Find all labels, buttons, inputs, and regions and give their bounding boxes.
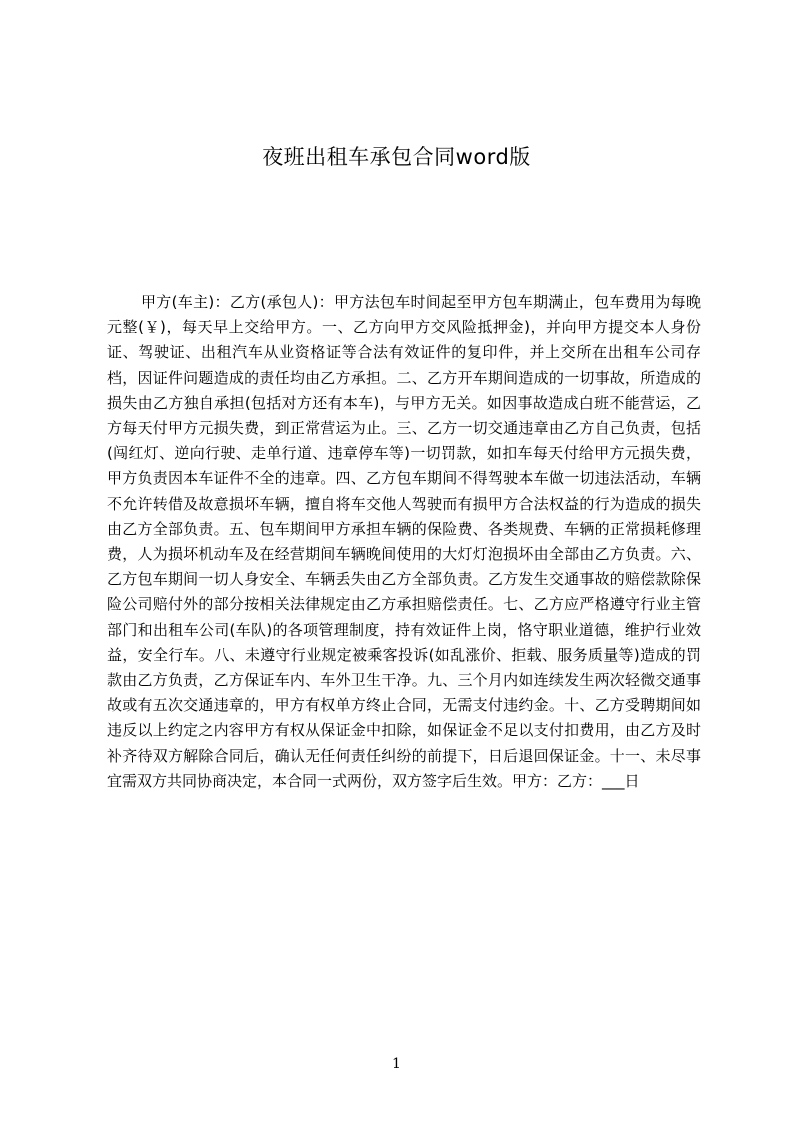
document-title: 夜班出租车承包合同word版 — [262, 145, 531, 169]
page-number: 1 — [392, 1056, 401, 1072]
contract-body-text: 甲方(车主)：乙方(承包人)：甲方法包车时间起至甲方包车期满止，包车费用为每晚元整(￥)，每天早上交给甲方。一、乙方向甲方交风险抵押金)，并向甲方提交本人身份证、驾驶证、出租汽车从业资格证等合法有效证件的复印件，并上交所在出租车公司存档，因证件问题造成的责任均由乙方承担。二、乙方开车期间造成的一切事故，所造成的损失由乙方独自承担(包括对方还有本车)，与甲方无关。如因事故造成白班不能营运，乙方每天付甲方元损失费，到正常营运为止。三、乙方一切交通违章由乙方自己负责，包括(闯红灯、逆向行驶、走单行道、违章停车等)一切罚款，如扣车每天付给甲方元损失费，甲方负责因本车证件不全的违章。四、乙方包车期间不得驾驶本车做一切违法活动，车辆不允许转借及故意损坏车辆，擅自将车交他人驾驶而有损甲方合法权益的行为造成的损失由乙方全部负责。五、包车期间甲方承担车辆的保险费、各类规费、车辆的正常损耗修理费，人为损坏机动车及在经营期间车辆晚间使用的大灯灯泡损坏由全部由乙方负责。六、乙方包车期间一切人身安全、车辆丢失由乙方全部负责。乙方发生交通事故的赔偿款除保险公司赔付外的部分按相关法律规定由乙方承担赔偿责任。七、乙方应严格遵守行业主管部门和出租车公司(车队)的各项管理制度，持有效证件上岗，恪守职业道德，维护行业效益，安全行车。八、未遵守行业规定被乘客投诉(如乱涨价、拒载、服务质量等)造成的罚款由乙方负责，乙方保证车内、车外卫生干净。九、三个月内如连续发生两次轻微交通事故或有五次交通违章的，甲方有权单方终止合同，无需支付违约金。十、乙方受聘期间如违反以上约定之内容甲方有权从保证金中扣除，如保证金不足以支付扣费用，由乙方及时补齐待双方解除合同后，确认无任何责任纠纷的前提下，日后退回保证金。十一、未尽事宜需双方共同协商决定，本合同一式两份，双方签字后生效。甲方：乙方：___日 — [107, 293, 701, 790]
